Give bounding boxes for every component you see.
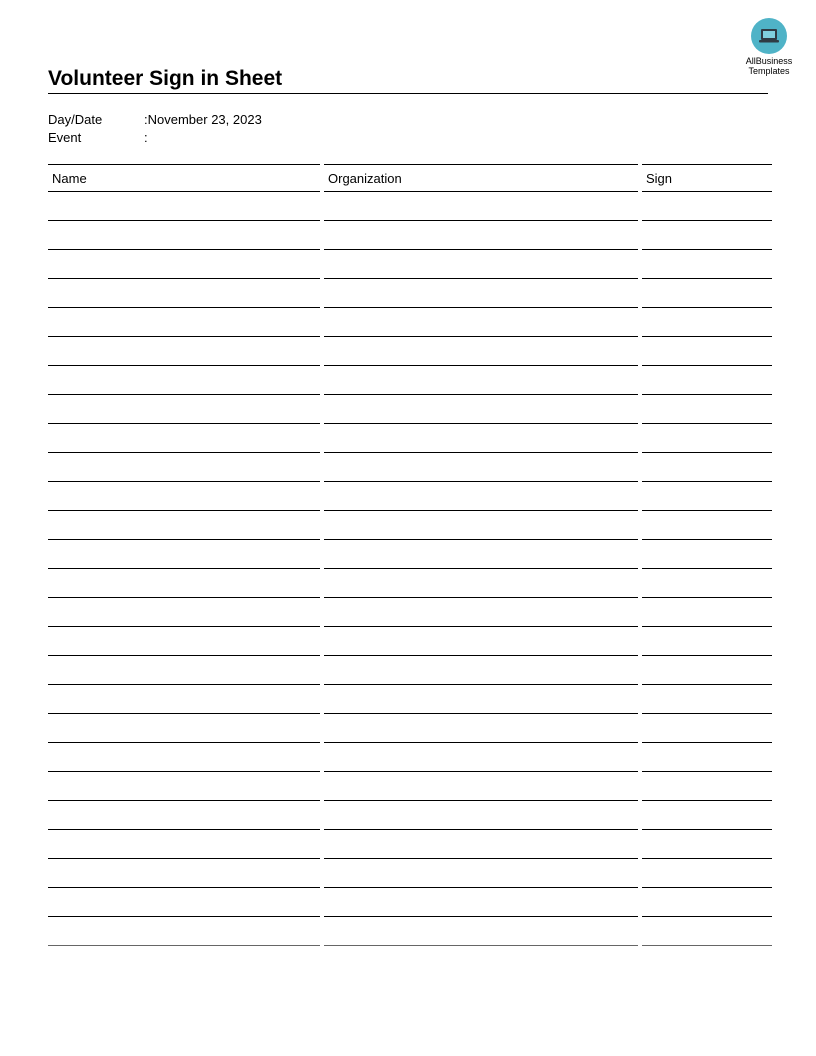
- organization-cell[interactable]: [324, 424, 638, 453]
- sign-cell[interactable]: [642, 888, 772, 917]
- organization-cell[interactable]: [324, 453, 638, 482]
- organization-cell[interactable]: [324, 627, 638, 656]
- name-cell[interactable]: [48, 308, 320, 337]
- title-divider: [48, 93, 768, 94]
- name-cell[interactable]: [48, 395, 320, 424]
- sign-cell[interactable]: [642, 192, 772, 221]
- organization-cell[interactable]: [324, 743, 638, 772]
- organization-cell[interactable]: [324, 250, 638, 279]
- sign-cell[interactable]: [642, 453, 772, 482]
- sign-cell[interactable]: [642, 395, 772, 424]
- name-cell[interactable]: [48, 366, 320, 395]
- name-cell[interactable]: [48, 627, 320, 656]
- organization-cell[interactable]: [324, 685, 638, 714]
- name-cell[interactable]: [48, 801, 320, 830]
- organization-cell[interactable]: [324, 598, 638, 627]
- sign-cell[interactable]: [642, 743, 772, 772]
- organization-cell[interactable]: [324, 656, 638, 685]
- sign-cell[interactable]: [642, 627, 772, 656]
- sign-cell[interactable]: [642, 337, 772, 366]
- name-cell[interactable]: [48, 482, 320, 511]
- date-value[interactable]: :November 23, 2023: [144, 112, 262, 127]
- sign-cell[interactable]: [642, 801, 772, 830]
- name-column: [48, 164, 320, 946]
- name-cell[interactable]: [48, 917, 320, 946]
- name-cell[interactable]: [48, 830, 320, 859]
- page-title: Volunteer Sign in Sheet: [48, 67, 283, 90]
- organization-cell[interactable]: [324, 830, 638, 859]
- date-label: Day/Date: [48, 112, 103, 127]
- organization-cell[interactable]: [324, 540, 638, 569]
- name-cell[interactable]: [48, 453, 320, 482]
- logo-line-2: Templates: [748, 66, 790, 76]
- name-cell[interactable]: [48, 859, 320, 888]
- sign-cell[interactable]: [642, 279, 772, 308]
- organization-cell[interactable]: [324, 337, 638, 366]
- sign-cell[interactable]: [642, 830, 772, 859]
- logo-badge: [751, 18, 787, 54]
- logo-line-1: AllBusiness: [745, 56, 793, 66]
- sign-column: [642, 164, 772, 946]
- organization-cell[interactable]: [324, 569, 638, 598]
- event-value[interactable]: :: [144, 130, 148, 145]
- sign-cell[interactable]: [642, 714, 772, 743]
- organization-cell[interactable]: [324, 714, 638, 743]
- name-cell[interactable]: [48, 192, 320, 221]
- organization-cell[interactable]: [324, 279, 638, 308]
- name-cell[interactable]: [48, 598, 320, 627]
- name-cell[interactable]: [48, 337, 320, 366]
- sign-cell[interactable]: [642, 250, 772, 279]
- organization-cell[interactable]: [324, 482, 638, 511]
- sign-cell[interactable]: [642, 221, 772, 250]
- laptop-icon: [758, 27, 780, 45]
- name-cell[interactable]: [48, 279, 320, 308]
- name-cell[interactable]: [48, 250, 320, 279]
- name-cell[interactable]: [48, 772, 320, 801]
- name-cell[interactable]: [48, 656, 320, 685]
- sign-cell[interactable]: [642, 511, 772, 540]
- sign-cell[interactable]: [642, 366, 772, 395]
- sign-cell[interactable]: [642, 598, 772, 627]
- sign-cell[interactable]: [642, 859, 772, 888]
- sign-cell[interactable]: [642, 656, 772, 685]
- organization-cell[interactable]: [324, 308, 638, 337]
- sign-cell[interactable]: [642, 482, 772, 511]
- name-cell[interactable]: [48, 221, 320, 250]
- brand-logo: [740, 18, 798, 76]
- organization-column: [324, 164, 638, 946]
- organization-cell[interactable]: [324, 192, 638, 221]
- sign-cell[interactable]: [642, 569, 772, 598]
- organization-cell[interactable]: [324, 772, 638, 801]
- name-cell[interactable]: [48, 743, 320, 772]
- organization-cell[interactable]: [324, 366, 638, 395]
- organization-cell[interactable]: [324, 511, 638, 540]
- sign-cell[interactable]: [642, 540, 772, 569]
- organization-cell[interactable]: [324, 917, 638, 946]
- name-cell[interactable]: [48, 888, 320, 917]
- organization-cell[interactable]: [324, 221, 638, 250]
- sign-cell[interactable]: [642, 308, 772, 337]
- name-cell[interactable]: [48, 511, 320, 540]
- sign-cell[interactable]: [642, 424, 772, 453]
- organization-column-header: Organization: [324, 164, 638, 192]
- name-column-header: Name: [48, 164, 320, 192]
- event-label: Event: [48, 130, 82, 145]
- sign-cell[interactable]: [642, 772, 772, 801]
- organization-cell[interactable]: [324, 801, 638, 830]
- name-cell[interactable]: [48, 424, 320, 453]
- name-cell[interactable]: [48, 685, 320, 714]
- organization-cell[interactable]: [324, 859, 638, 888]
- sign-cell[interactable]: [642, 917, 772, 946]
- name-cell[interactable]: [48, 569, 320, 598]
- sign-column-header: Sign: [642, 164, 772, 192]
- organization-cell[interactable]: [324, 395, 638, 424]
- name-cell[interactable]: [48, 540, 320, 569]
- sign-cell[interactable]: [642, 685, 772, 714]
- organization-cell[interactable]: [324, 888, 638, 917]
- name-cell[interactable]: [48, 714, 320, 743]
